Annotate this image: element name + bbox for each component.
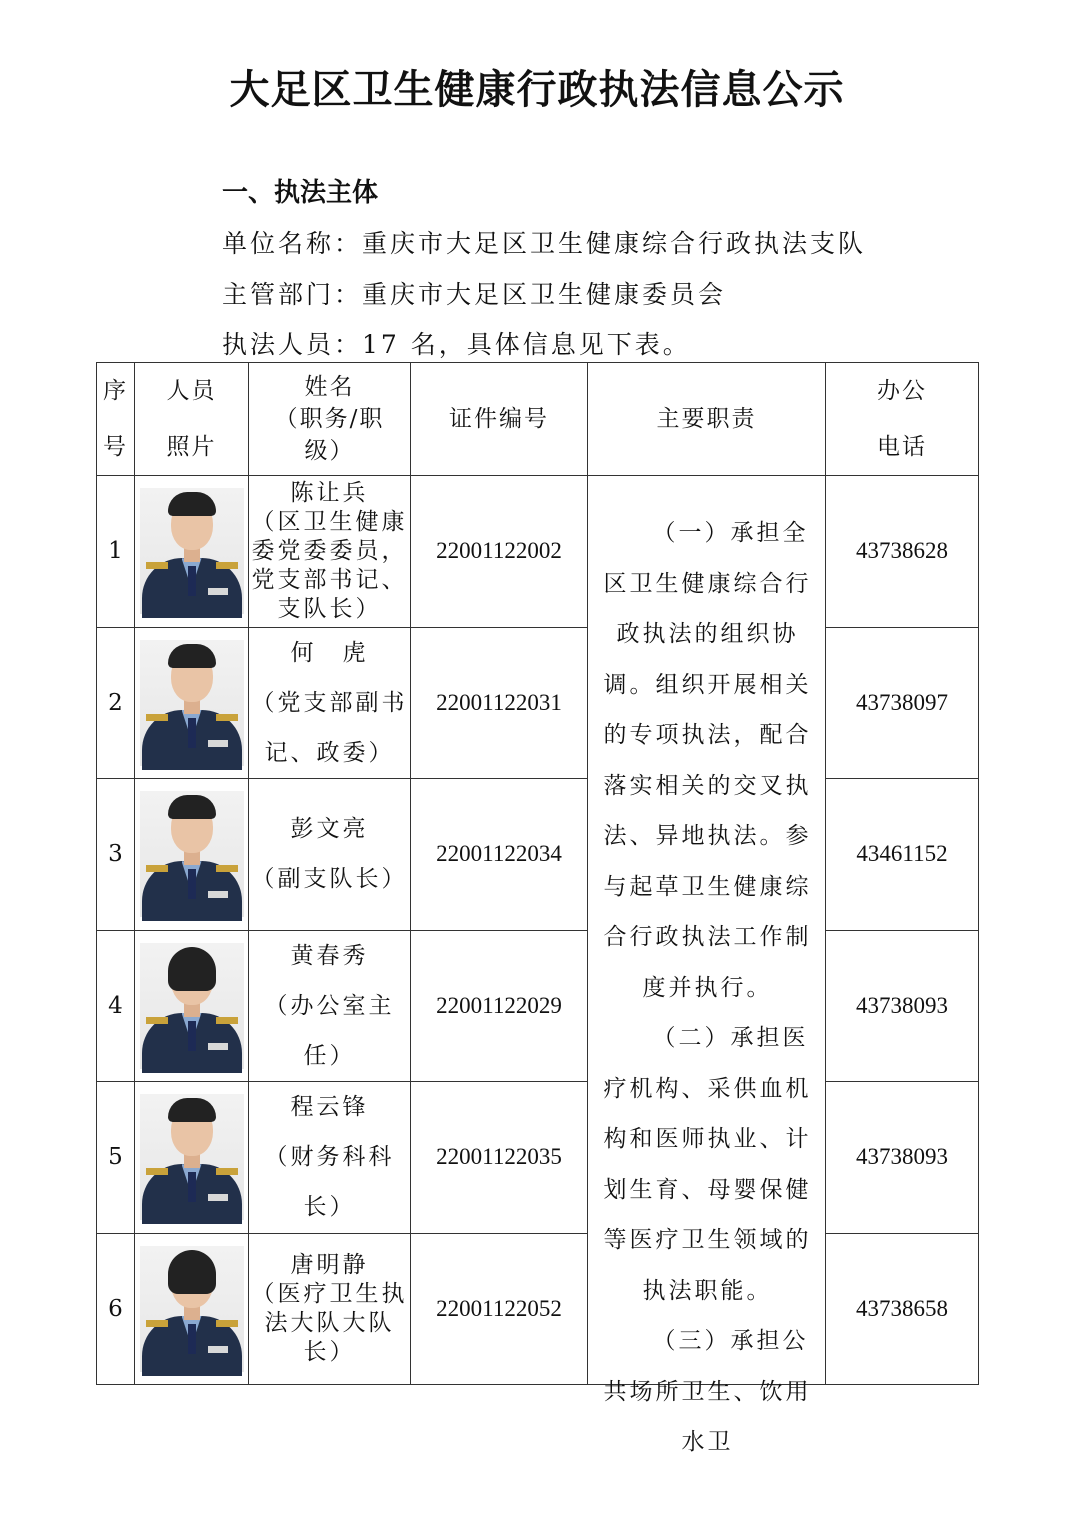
row-name: 黄春秀 （办公室主任）: [249, 930, 411, 1082]
staff-photo: [140, 943, 244, 1069]
row-seq: 2: [97, 627, 135, 779]
header-photo: 人员 照片: [135, 363, 249, 476]
section-heading: 一、执法主体: [222, 178, 379, 208]
row-phone: 43738093: [826, 930, 979, 1082]
row-photo: [135, 1082, 249, 1234]
row-photo: [135, 930, 249, 1082]
row-name: 程云锋 （财务科科长）: [249, 1082, 411, 1234]
row-seq: 3: [97, 779, 135, 931]
row-cert: 22001122035: [411, 1082, 588, 1234]
row-cert: 22001122034: [411, 779, 588, 931]
duty-paragraph: （三）承担公共场所卫生、饮用水卫: [603, 1328, 812, 1455]
supervising-dept-line: 主管部门：重庆市大足区卫生健康委员会: [222, 280, 727, 309]
row-name: 陈让兵 （区卫生健康委党委委员，党支部书记、支队长）: [249, 476, 411, 628]
table-row: [97, 1082, 979, 1234]
row-phone: 43738628: [826, 476, 979, 628]
staff-photo: [140, 640, 244, 766]
staff-photo: [140, 1246, 244, 1372]
unit-name-line: 单位名称：重庆市大足区卫生健康综合行政执法支队: [222, 229, 867, 258]
row-cert: 22001122031: [411, 627, 588, 779]
row-photo: [135, 627, 249, 779]
staff-photo: [140, 791, 244, 917]
staff-photo: [140, 488, 244, 614]
row-seq: 5: [97, 1082, 135, 1234]
row-name: 彭文亮 （副支队长）: [249, 779, 411, 931]
duty-cell: [588, 476, 826, 1455]
table-row: [97, 1233, 979, 1385]
table-header-row: [97, 363, 979, 476]
row-seq: 1: [97, 476, 135, 628]
header-seq: 序 号: [97, 363, 135, 476]
duty-paragraph: （二）承担医疗机构、采供血机构和医师执业、计划生育、母婴保健等医疗卫生领域的执法职能。: [603, 1025, 812, 1304]
duty-paragraph: （一）承担全区卫生健康综合行政执法的组织协调。组织开展相关的专项执法，配合落实相关的交叉执法、异地执法。参与起草卫生健康综合行政执法工作制度并执行。: [603, 520, 812, 1001]
row-seq: 4: [97, 930, 135, 1082]
row-photo: [135, 779, 249, 931]
header-phone: 办公 电话: [826, 363, 979, 476]
row-photo: [135, 476, 249, 628]
row-phone: 43738093: [826, 1082, 979, 1234]
row-cert: 22001122052: [411, 1233, 588, 1385]
header-cert: 证件编号: [411, 363, 588, 476]
row-phone: 43461152: [826, 779, 979, 931]
staff-count-line: 执法人员：17 名，具体信息见下表。: [222, 330, 691, 359]
row-seq: 6: [97, 1233, 135, 1385]
row-phone: 43738658: [826, 1233, 979, 1385]
row-photo: [135, 1233, 249, 1385]
header-duty: 主要职责: [588, 363, 826, 476]
table-row: [97, 476, 979, 628]
row-name: 何 虎 （党支部副书记、政委）: [249, 627, 411, 779]
header-name: 姓名 （职务/职 级）: [249, 363, 411, 476]
row-cert: 22001122002: [411, 476, 588, 628]
row-name: 唐明静 （医疗卫生执法大队大队长）: [249, 1233, 411, 1385]
row-phone: 43738097: [826, 627, 979, 779]
page-title: 大足区卫生健康行政执法信息公示: [229, 67, 845, 113]
staff-table: [96, 362, 979, 1455]
table-row: [97, 779, 979, 931]
row-cert: 22001122029: [411, 930, 588, 1082]
staff-photo: [140, 1094, 244, 1220]
table-row: [97, 930, 979, 1082]
table-row: [97, 627, 979, 779]
